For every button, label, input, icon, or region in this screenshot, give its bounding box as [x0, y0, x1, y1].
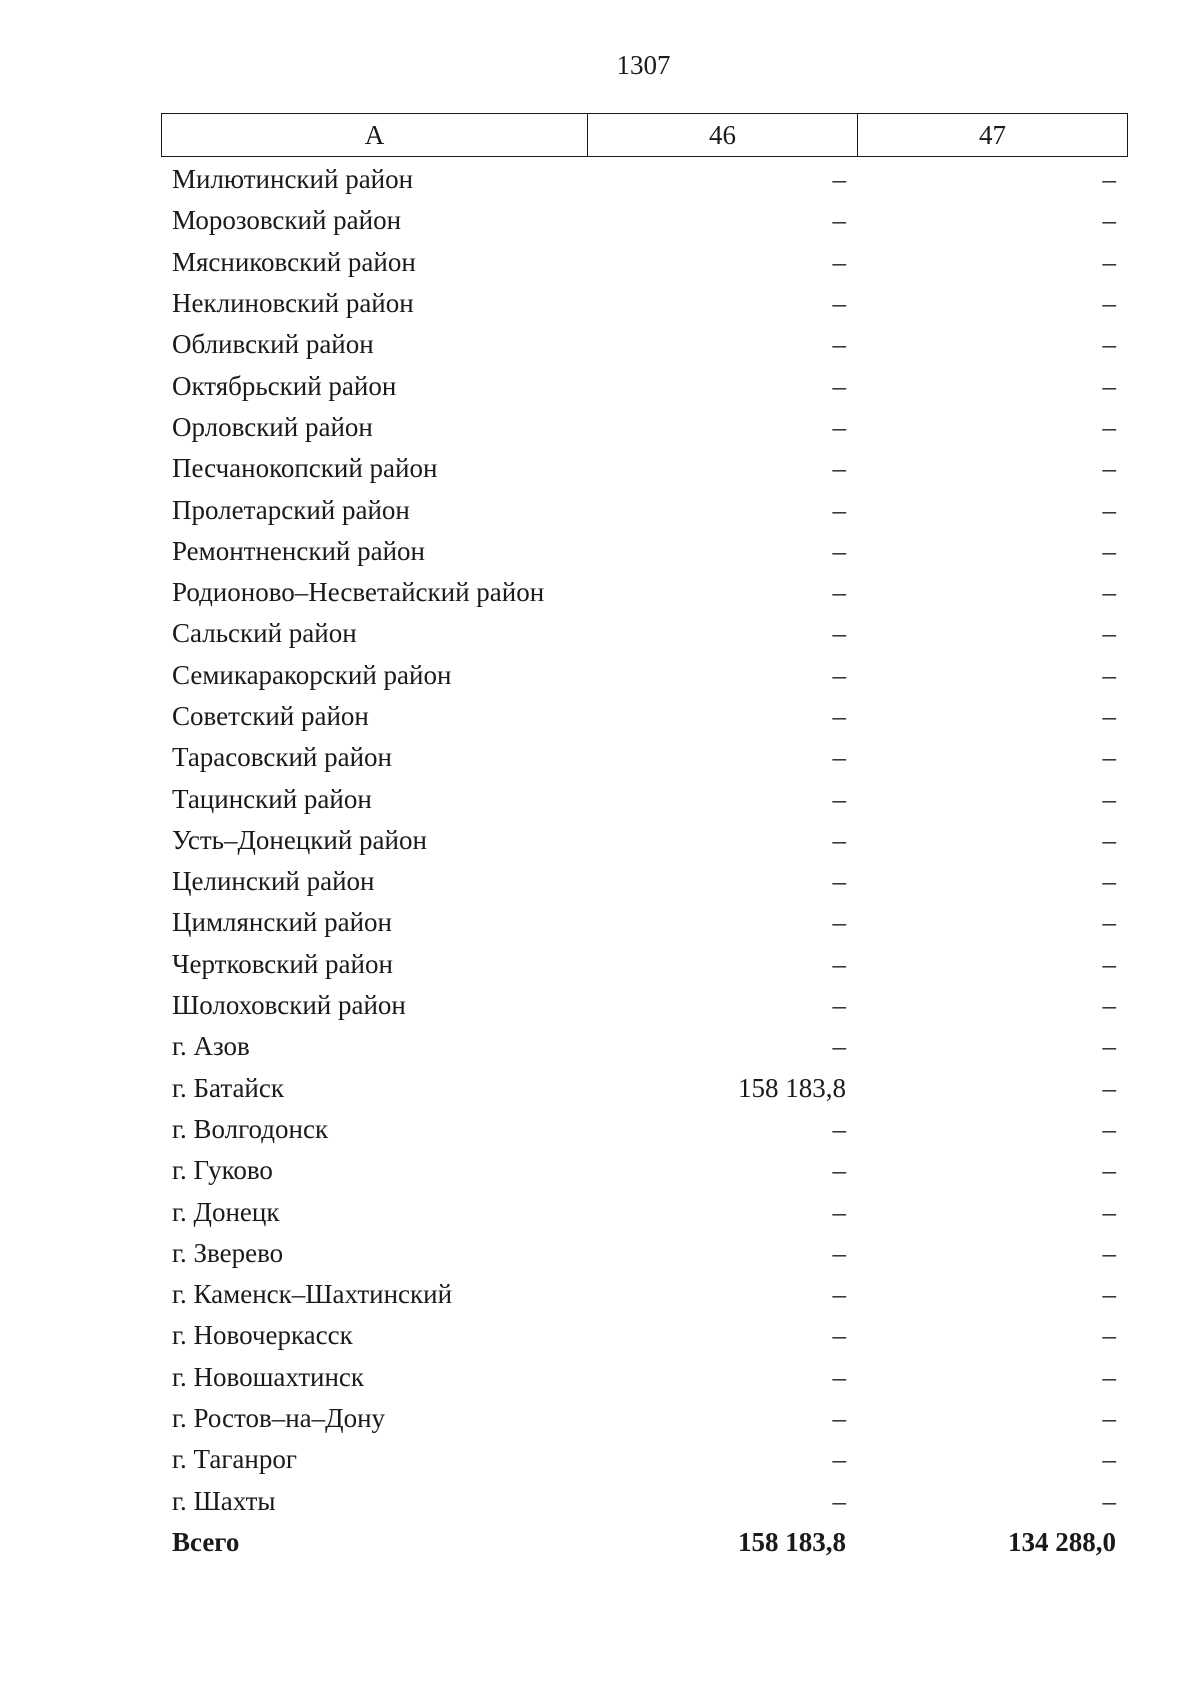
row-value-47: – — [1102, 1031, 1116, 1062]
row-value-46: – — [832, 1485, 846, 1516]
table-row — [161, 242, 1127, 283]
row-name: г. Новочеркасск — [172, 1320, 353, 1351]
page-number: 1307 — [616, 50, 671, 80]
row-value-47: – — [1102, 411, 1116, 442]
row-value-46: – — [832, 370, 846, 401]
row-name: г. Шахты — [172, 1485, 276, 1516]
row-name: Сальский район — [172, 618, 357, 649]
row-value-47: – — [1102, 329, 1116, 360]
table-row — [161, 200, 1127, 241]
row-value-47: – — [1102, 1485, 1116, 1516]
row-name: Милютинский район — [172, 164, 414, 195]
row-value-47: – — [1102, 1072, 1116, 1103]
row-value-47: – — [1102, 866, 1116, 897]
row-value-47: – — [1102, 370, 1116, 401]
row-value-47: – — [1102, 577, 1116, 608]
row-value-47: – — [1102, 1279, 1116, 1310]
row-value-46: – — [832, 577, 846, 608]
row-value-47: – — [1102, 1237, 1116, 1268]
table-row — [161, 448, 1127, 489]
row-name: г. Донецк — [172, 1196, 280, 1227]
table-row — [161, 283, 1127, 324]
table-row — [161, 696, 1127, 737]
row-value-46: – — [832, 1444, 846, 1475]
row-name: Цимлянский район — [172, 907, 393, 938]
row-name: Песчанокопский район — [172, 453, 438, 484]
table-row — [161, 1398, 1127, 1439]
row-value-47: – — [1102, 659, 1116, 690]
row-value-46: – — [832, 783, 846, 814]
row-value-47: – — [1102, 783, 1116, 814]
total-value-46: 158 183,8 — [738, 1526, 846, 1557]
row-name: Орловский район — [172, 411, 373, 442]
row-name: г. Батайск — [172, 1072, 284, 1103]
row-value-47: – — [1102, 1403, 1116, 1434]
table-row — [161, 1026, 1127, 1067]
table-header — [161, 113, 1128, 157]
row-value-47: – — [1102, 824, 1116, 855]
table-row — [161, 324, 1127, 365]
row-name: Обливский район — [172, 329, 374, 360]
row-value-46: 158 183,8 — [738, 1072, 846, 1103]
row-value-47: – — [1102, 1155, 1116, 1186]
row-name: Чертковский район — [172, 948, 393, 979]
row-value-46: – — [832, 288, 846, 319]
total-name: Всего — [172, 1526, 240, 1557]
table-row — [161, 1233, 1127, 1274]
row-name: Тарасовский район — [172, 742, 392, 773]
row-value-47: – — [1102, 990, 1116, 1021]
row-value-46: – — [832, 907, 846, 938]
table-row — [161, 1150, 1127, 1191]
row-name: Усть–Донецкий район — [172, 824, 427, 855]
row-value-47: – — [1102, 742, 1116, 773]
row-name: Ремонтненский район — [172, 535, 425, 566]
row-value-46: – — [832, 1320, 846, 1351]
row-name: Мясниковский район — [172, 246, 416, 277]
row-value-47: – — [1102, 948, 1116, 979]
row-value-46: – — [832, 659, 846, 690]
row-value-47: – — [1102, 246, 1116, 277]
row-value-47: – — [1102, 288, 1116, 319]
row-value-47: – — [1102, 1444, 1116, 1475]
row-name: г. Ростов–на–Дону — [172, 1403, 386, 1434]
row-value-46: – — [832, 205, 846, 236]
row-value-46: – — [832, 824, 846, 855]
row-value-46: – — [832, 618, 846, 649]
row-name: г. Гуково — [172, 1155, 273, 1186]
table-row — [161, 489, 1127, 530]
table-row — [161, 531, 1127, 572]
header-col-a: А — [162, 114, 588, 157]
row-value-46: – — [832, 535, 846, 566]
header-col-47: 47 — [858, 114, 1128, 157]
table-row — [161, 820, 1127, 861]
table-row — [161, 902, 1127, 943]
row-value-47: – — [1102, 205, 1116, 236]
row-name: г. Таганрог — [172, 1444, 297, 1475]
row-name: Неклиновский район — [172, 288, 414, 319]
table-row — [161, 1109, 1127, 1150]
row-value-47: – — [1102, 618, 1116, 649]
table-row — [161, 1481, 1127, 1522]
row-name: Родионово–Несветайский район — [172, 577, 545, 608]
row-value-47: – — [1102, 1320, 1116, 1351]
table-row — [161, 1315, 1127, 1356]
row-name: Октябрьский район — [172, 370, 397, 401]
table-row — [161, 1191, 1127, 1232]
header-col-46: 46 — [588, 114, 858, 157]
row-value-46: – — [832, 948, 846, 979]
row-value-46: – — [832, 1279, 846, 1310]
row-value-46: – — [832, 494, 846, 525]
row-value-46: – — [832, 1403, 846, 1434]
row-value-46: – — [832, 1196, 846, 1227]
row-value-47: – — [1102, 1361, 1116, 1392]
table-row — [161, 613, 1127, 654]
row-name: г. Волгодонск — [172, 1113, 329, 1144]
table-row — [161, 572, 1127, 613]
row-value-46: – — [832, 1155, 846, 1186]
row-value-47: – — [1102, 1113, 1116, 1144]
row-name: Целинский район — [172, 866, 375, 897]
table-row — [161, 1357, 1127, 1398]
row-name: Пролетарский район — [172, 494, 410, 525]
row-value-46: – — [832, 329, 846, 360]
row-value-46: – — [832, 246, 846, 277]
table-row — [161, 365, 1127, 406]
row-value-47: – — [1102, 1196, 1116, 1227]
row-value-46: – — [832, 1113, 846, 1144]
row-value-47: – — [1102, 453, 1116, 484]
row-name: Шолоховский район — [172, 990, 406, 1021]
table-row — [161, 985, 1127, 1026]
table-row — [161, 861, 1127, 902]
table-row — [161, 1439, 1127, 1480]
row-value-46: – — [832, 1237, 846, 1268]
table-row — [161, 159, 1127, 200]
row-name: г. Зверево — [172, 1237, 284, 1268]
row-value-46: – — [832, 1361, 846, 1392]
row-name: Морозовский район — [172, 205, 402, 236]
row-value-46: – — [832, 164, 846, 195]
row-value-47: – — [1102, 494, 1116, 525]
table-row — [161, 778, 1127, 819]
row-value-47: – — [1102, 907, 1116, 938]
row-name: г. Азов — [172, 1031, 250, 1062]
row-name: Советский район — [172, 701, 369, 731]
table-row — [161, 944, 1127, 985]
table-row — [161, 737, 1127, 778]
row-value-46: – — [832, 866, 846, 897]
table-row — [161, 655, 1127, 696]
table-row — [161, 1068, 1127, 1109]
row-name: Тацинский район — [172, 783, 372, 814]
row-value-46: – — [832, 411, 846, 442]
table-body — [161, 159, 1127, 1563]
row-value-46: – — [832, 990, 846, 1021]
row-value-47: – — [1102, 164, 1116, 195]
row-name: г. Каменск–Шахтинский — [172, 1279, 453, 1310]
row-value-46: – — [832, 742, 846, 773]
row-name: г. Новошахтинск — [172, 1361, 364, 1392]
row-value-46: – — [832, 453, 846, 484]
row-value-47: – — [1102, 701, 1116, 731]
total-value-47: 134 288,0 — [1008, 1526, 1116, 1557]
row-value-46: – — [832, 1031, 846, 1062]
row-value-47: – — [1102, 535, 1116, 566]
total-row — [161, 1522, 1127, 1563]
table-row — [161, 407, 1127, 448]
row-name: Семикаракорский район — [172, 659, 452, 690]
row-value-46: – — [832, 701, 846, 731]
table-row — [161, 1274, 1127, 1315]
